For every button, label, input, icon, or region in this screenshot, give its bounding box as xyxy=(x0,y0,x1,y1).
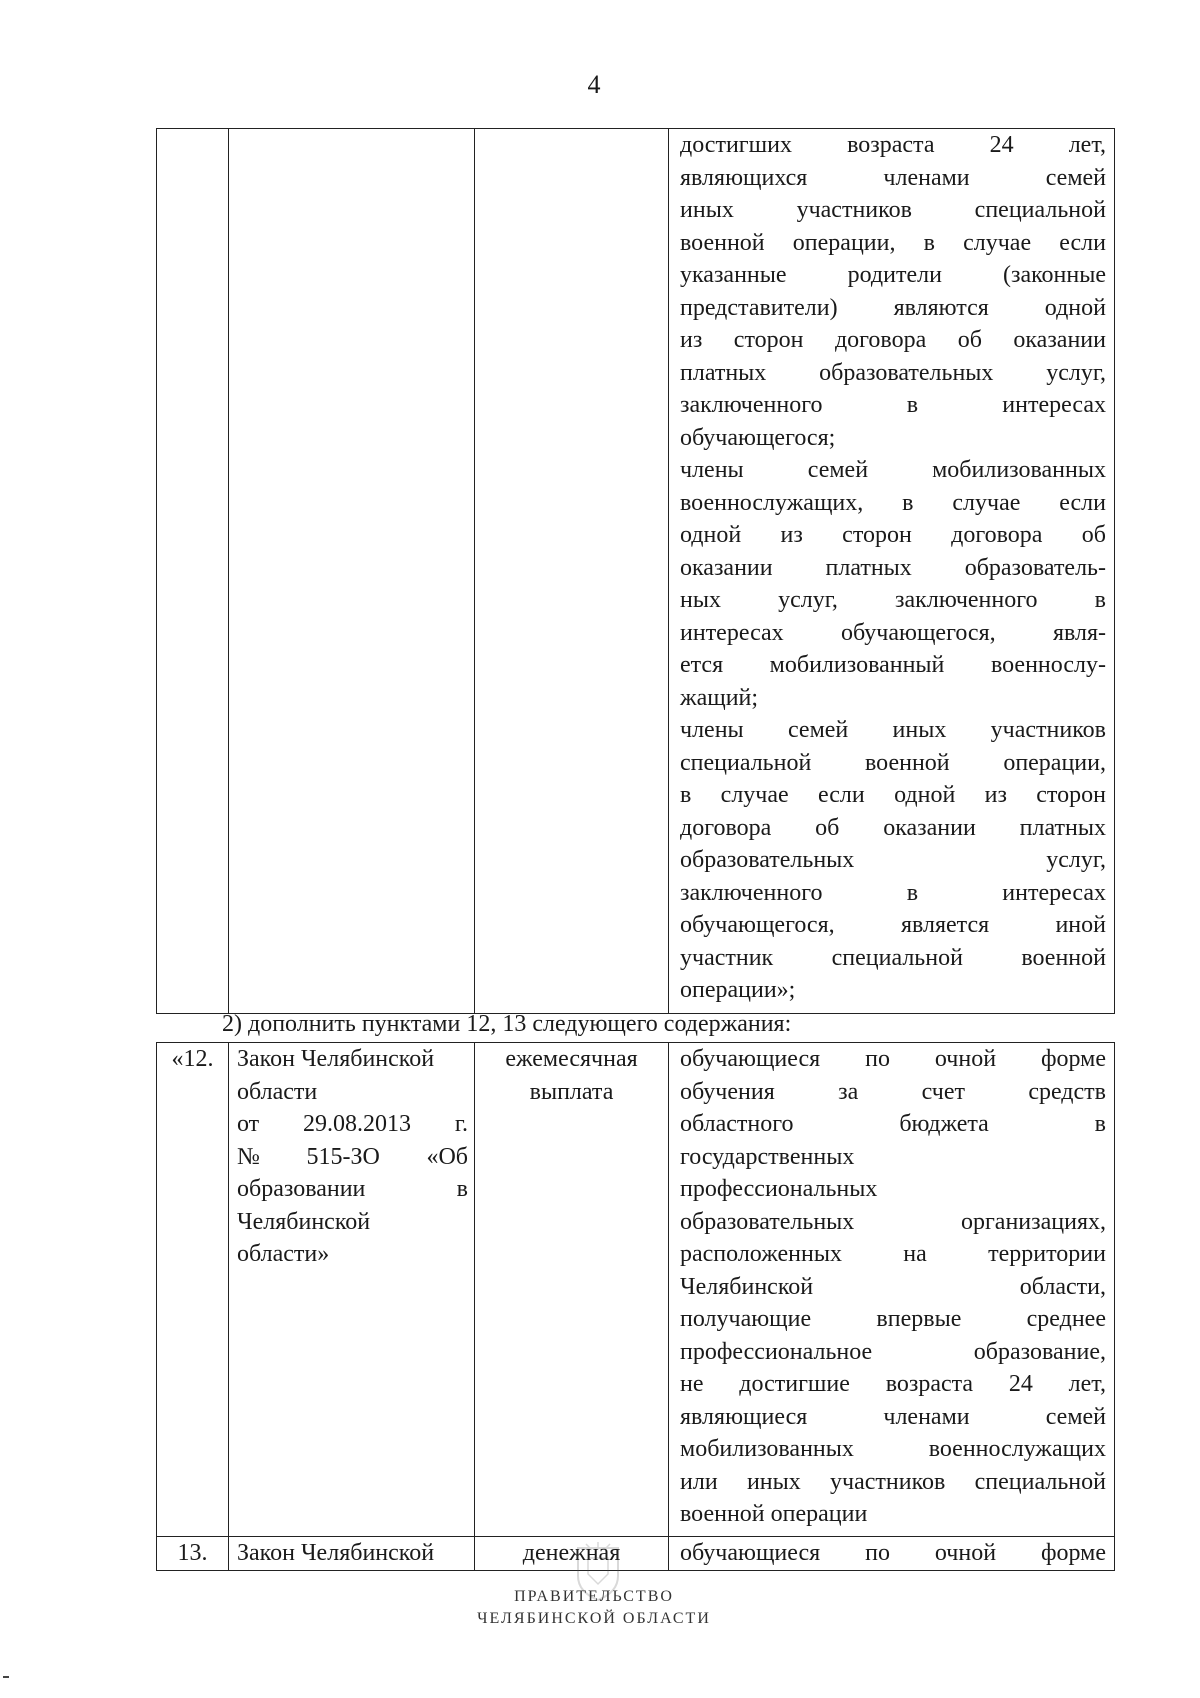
row-number-cell xyxy=(157,1537,229,1571)
recipients-cell xyxy=(669,1043,1115,1537)
text-line: образовательных услуг, xyxy=(680,847,1106,873)
text-line: заключенного в интересах xyxy=(680,392,1106,418)
text-line: образовании в xyxy=(237,1176,468,1202)
amendment-intro-text: 2) дополнить пунктами 12, 13 следующего содержания: xyxy=(222,1011,792,1037)
payment-type-cell xyxy=(475,1043,669,1537)
text-line: денежная xyxy=(522,1540,621,1566)
text-line: Челябинской области, xyxy=(680,1273,1106,1300)
text-line: платных образовательных услуг, xyxy=(680,359,1106,386)
table-row xyxy=(157,129,1115,1014)
law-cell xyxy=(229,1043,475,1537)
text-line: областного бюджета в xyxy=(680,1111,1106,1137)
empty-cell-payment xyxy=(475,129,669,1014)
text-line: указанные родители (законные xyxy=(680,262,1106,288)
text-line: расположенных на территории xyxy=(680,1241,1106,1267)
text-line: ных услуг, заключенного в xyxy=(680,587,1106,613)
text-line: Закон Челябинской xyxy=(237,1540,435,1566)
text-line: образовательных организациях, xyxy=(680,1208,1106,1235)
text-line: обучающегося; xyxy=(680,424,836,451)
text-line: являющиеся членами семей xyxy=(680,1403,1106,1430)
text-line: одной из сторон договора об xyxy=(680,522,1106,548)
stamp-line-2: ЧЕЛЯБИНСКОЙ ОБЛАСТИ xyxy=(477,1610,711,1627)
text-line: не достигшие возраста 24 лет, xyxy=(680,1371,1106,1397)
text-line: представители) являются одной xyxy=(680,294,1106,321)
text-line: мобилизованных военнослужащих xyxy=(680,1436,1106,1462)
text-line: государственных xyxy=(680,1143,855,1170)
stamp-line-1: ПРАВИТЕЛЬСТВО xyxy=(514,1588,674,1605)
text-line: военной операции, в случае если xyxy=(680,229,1106,256)
row-number-cell xyxy=(157,1043,229,1537)
empty-cell-number xyxy=(157,129,229,1014)
text-line: Закон Челябинской xyxy=(237,1046,435,1072)
government-stamp xyxy=(0,1586,1188,1630)
text-line: военной операции xyxy=(680,1501,868,1527)
text-line: Челябинской xyxy=(237,1208,371,1235)
text-line: от 29.08.2013 г. xyxy=(237,1111,468,1137)
text-line: в случае если одной из сторон xyxy=(680,782,1106,808)
amendment-table xyxy=(156,1042,1115,1571)
text-line: являющихся членами семей xyxy=(680,164,1106,191)
text-line: члены семей мобилизованных xyxy=(680,457,1106,483)
text-line: выплата xyxy=(529,1078,614,1105)
text-line: № 515-ЗО «Об xyxy=(237,1143,468,1170)
text-line: обучающегося, является иной xyxy=(680,912,1106,938)
row-number: 13. xyxy=(177,1540,208,1566)
page-number: 4 xyxy=(587,70,601,99)
text-line: интересах обучающегося, явля- xyxy=(680,619,1106,646)
table-continuation xyxy=(156,128,1115,1014)
table-row-13 xyxy=(157,1537,1115,1571)
text-line: области» xyxy=(237,1241,330,1267)
text-line: обучающиеся по очной форме xyxy=(680,1540,1106,1566)
text-line: военнослужащих, в случае если xyxy=(680,489,1106,516)
table-row-12 xyxy=(157,1043,1115,1537)
text-line: обучения за счет средств xyxy=(680,1078,1106,1105)
text-line: ется мобилизованный военнослу- xyxy=(680,652,1106,678)
text-line: операции»; xyxy=(680,977,796,1003)
text-line: договора об оказании платных xyxy=(680,814,1106,841)
text-line: из сторон договора об оказании xyxy=(680,327,1106,353)
text-line: профессиональных xyxy=(680,1176,878,1202)
text-line: специальной военной операции, xyxy=(680,749,1106,776)
row-number: «12. xyxy=(171,1046,214,1072)
text-line: обучающиеся по очной форме xyxy=(680,1046,1106,1072)
text-line: заключенного в интересах xyxy=(680,879,1106,906)
recipients-cell xyxy=(669,129,1115,1014)
text-line: жащий; xyxy=(680,684,759,711)
law-cell xyxy=(229,1537,475,1571)
text-line: или иных участников специальной xyxy=(680,1468,1106,1495)
empty-cell-law xyxy=(229,129,475,1014)
text-line: члены семей иных участников xyxy=(680,717,1106,743)
text-line: иных участников специальной xyxy=(680,197,1106,223)
text-line: достигших возраста 24 лет, xyxy=(680,132,1106,158)
scan-mark xyxy=(3,1676,9,1678)
text-line: ежемесячная xyxy=(505,1046,638,1072)
recipients-cell xyxy=(669,1537,1115,1571)
text-line: области xyxy=(237,1078,318,1105)
text-line: получающие впервые среднее xyxy=(680,1306,1106,1332)
text-line: профессиональное образование, xyxy=(680,1338,1106,1365)
text-line: оказании платных образователь- xyxy=(680,554,1106,581)
text-line: участник специальной военной xyxy=(680,944,1106,971)
